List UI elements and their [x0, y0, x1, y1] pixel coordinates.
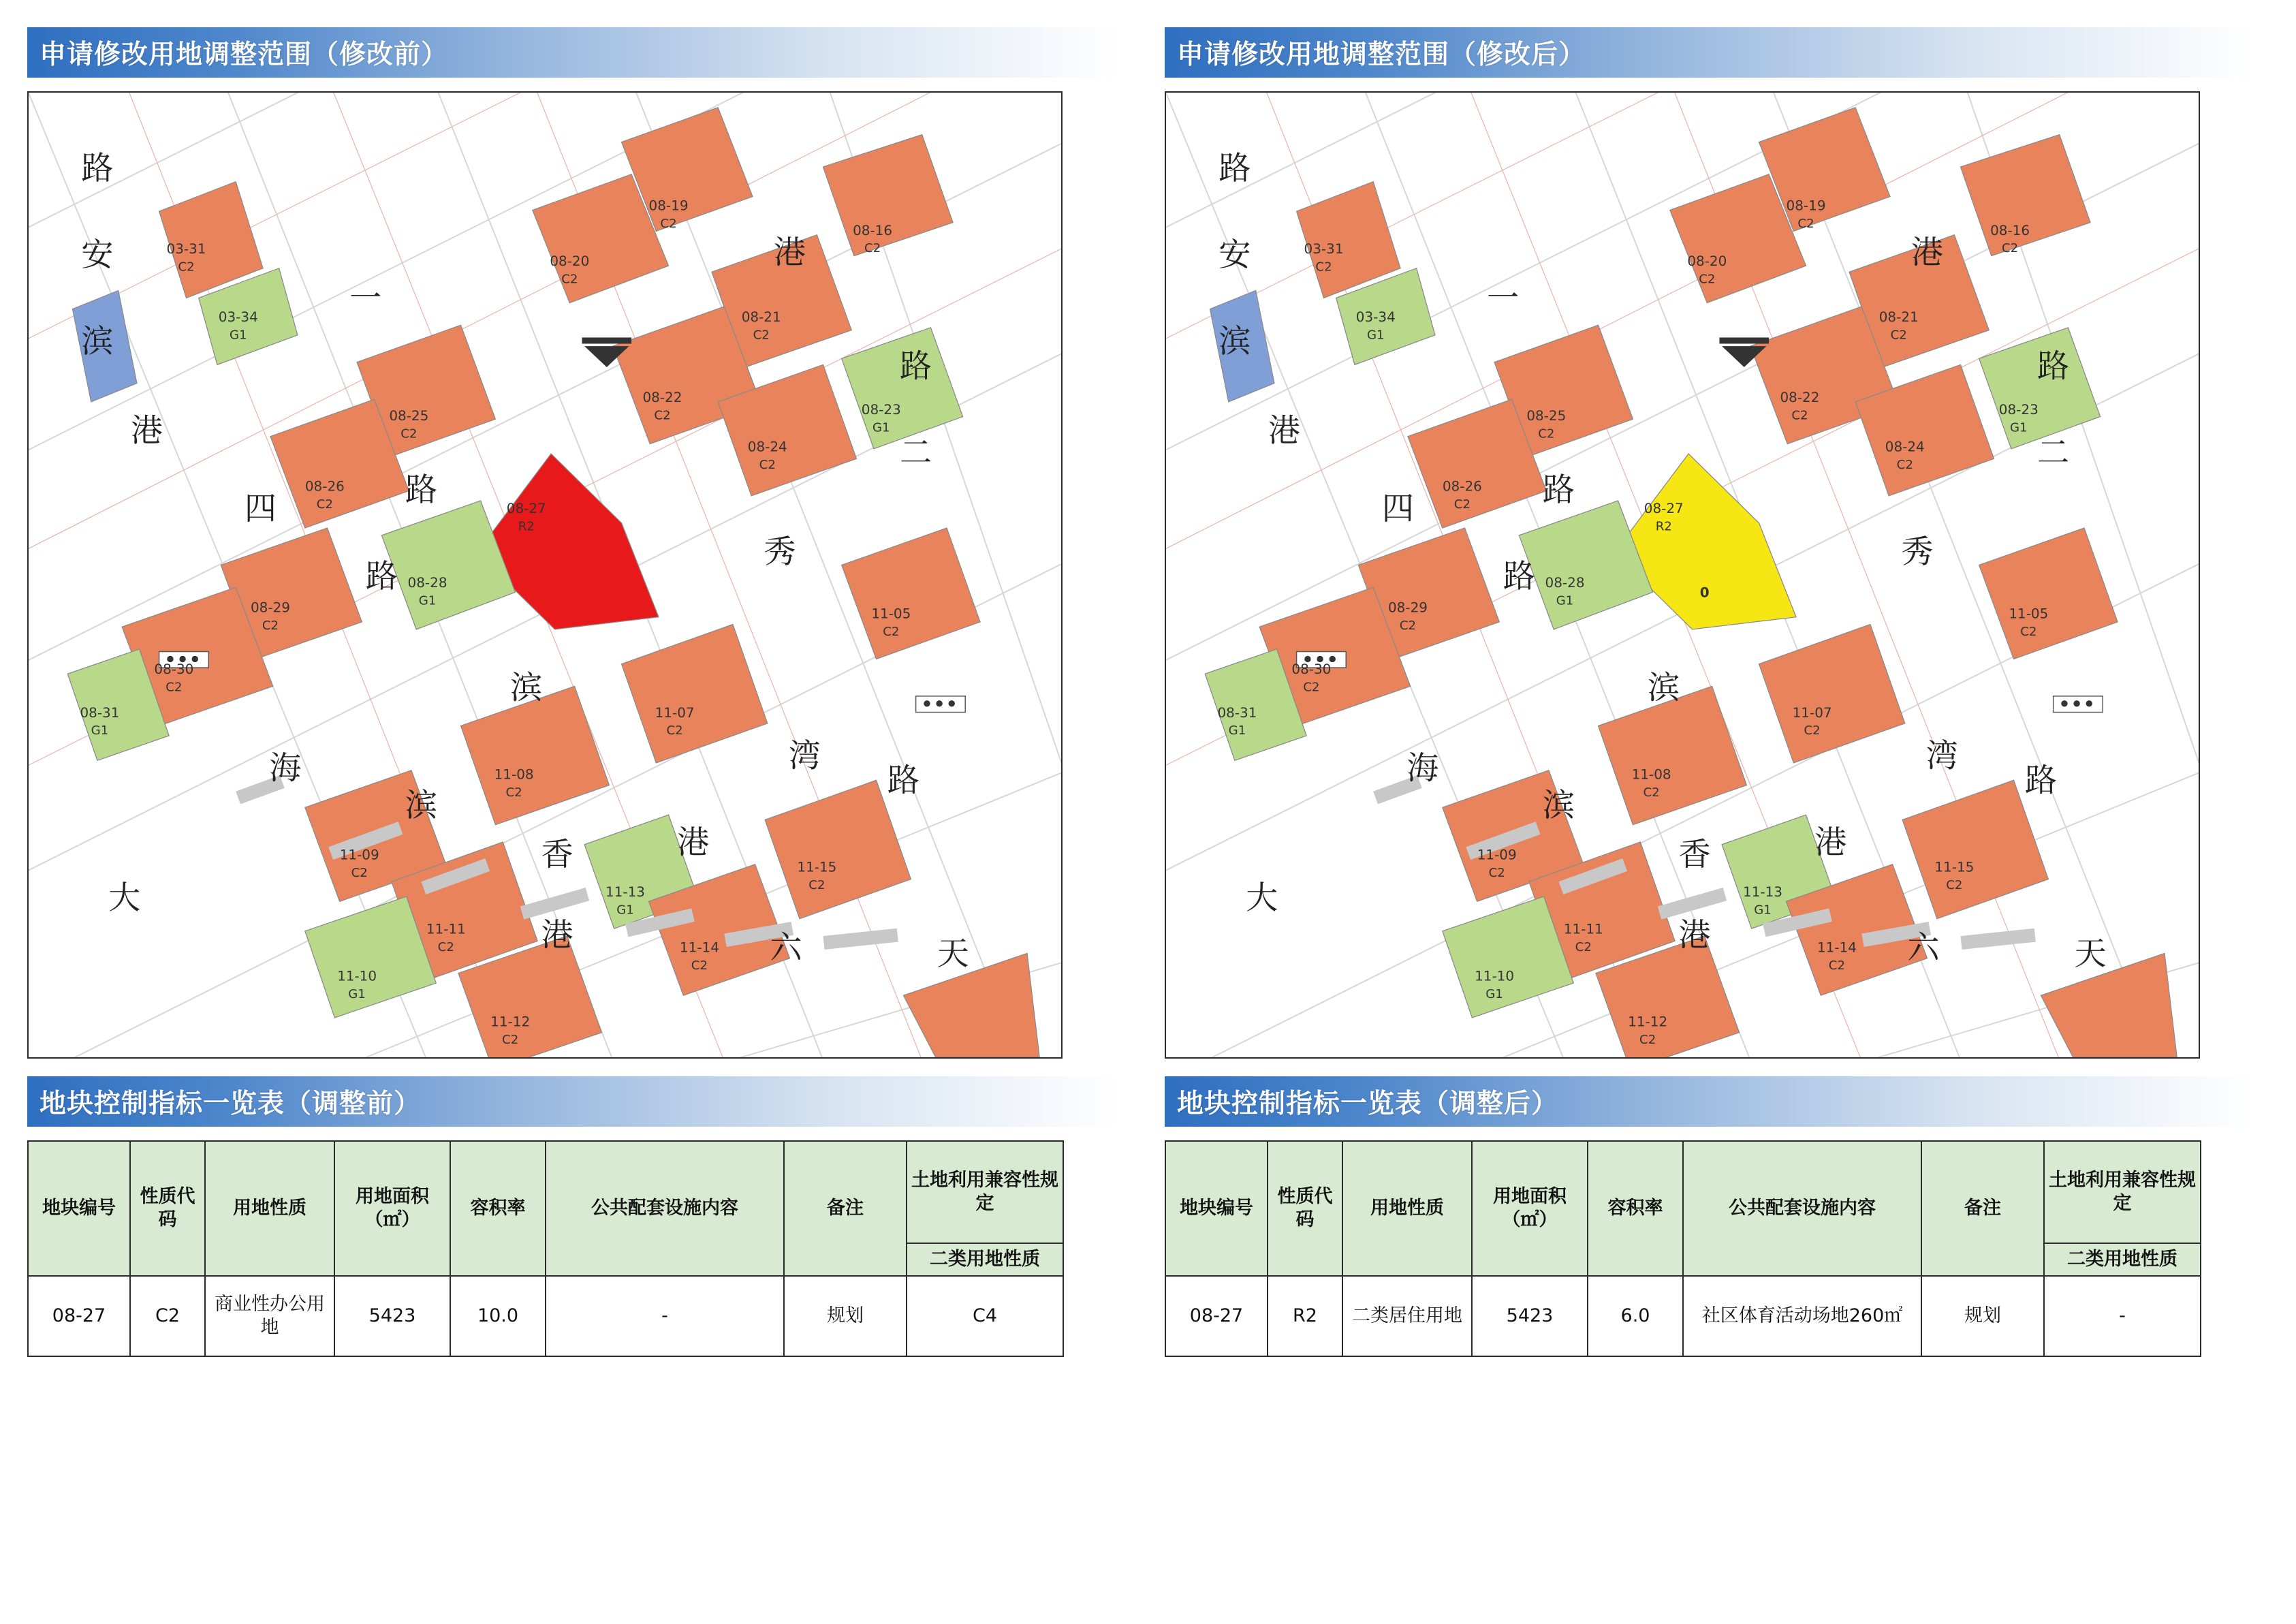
svg-text:11-10: 11-10 — [337, 967, 377, 984]
street-label: 港 — [1678, 916, 1711, 954]
th-compat-group: 土地利用兼容性规定 — [907, 1141, 1063, 1243]
street-label: 安 — [81, 236, 114, 275]
street-label: 路 — [887, 762, 920, 800]
svg-text:08-28: 08-28 — [407, 574, 447, 591]
after-map-title: 申请修改用地调整范围（修改后） — [1177, 40, 1586, 70]
svg-text:C2: C2 — [262, 618, 279, 633]
before-table-title-bar — [27, 1076, 1117, 1127]
svg-text:11-05: 11-05 — [2009, 605, 2049, 622]
svg-text:C2: C2 — [1797, 216, 1814, 231]
svg-text:08-25: 08-25 — [1526, 407, 1567, 424]
svg-text:C2: C2 — [691, 958, 708, 973]
svg-text:C2: C2 — [1639, 1033, 1656, 1048]
svg-text:G1: G1 — [1228, 723, 1246, 738]
cell-land-area: 5423 — [1472, 1276, 1588, 1356]
street-label: 湾 — [788, 737, 821, 775]
street-label: 六 — [1907, 928, 1940, 967]
street-label: 港 — [1910, 234, 1944, 272]
svg-text:C2: C2 — [166, 680, 183, 695]
svg-text:11-15: 11-15 — [1934, 858, 1975, 875]
before-table-title: 地块控制指标一览表（调整前） — [40, 1089, 422, 1119]
svg-text:11-11: 11-11 — [1563, 920, 1603, 937]
svg-text:03-31: 03-31 — [166, 240, 206, 257]
svg-text:C2: C2 — [437, 939, 454, 954]
svg-text:C2: C2 — [1399, 618, 1417, 633]
svg-text:G1: G1 — [91, 723, 109, 738]
svg-text:11-05: 11-05 — [871, 605, 911, 622]
svg-text:08-27: 08-27 — [506, 500, 546, 517]
svg-text:08-21: 08-21 — [741, 308, 781, 325]
svg-text:G1: G1 — [2009, 420, 2028, 435]
svg-text:G1: G1 — [872, 420, 890, 435]
svg-text:03-31: 03-31 — [1304, 240, 1344, 257]
svg-text:C2: C2 — [1453, 497, 1471, 512]
svg-text:C2: C2 — [1946, 878, 1963, 893]
svg-text:C2: C2 — [883, 624, 900, 639]
svg-text:G1: G1 — [1485, 986, 1503, 1001]
svg-text:G1: G1 — [348, 986, 366, 1001]
svg-text:08-26: 08-26 — [304, 478, 345, 495]
street-label: 大 — [1246, 879, 1278, 918]
street-label: 路 — [81, 150, 114, 188]
svg-text:08-16: 08-16 — [853, 221, 893, 238]
after-map-graphic — [1166, 93, 2199, 1057]
cell-land-use: 商业性办公用地 — [205, 1276, 334, 1356]
th-far: 容积率 — [1588, 1141, 1683, 1276]
cell-public-facility: 社区体育活动场地260㎡ — [1683, 1276, 1921, 1356]
after-control-table — [1165, 1140, 2201, 1357]
street-label: 港 — [130, 411, 163, 450]
svg-text:11-08: 11-08 — [1631, 766, 1671, 783]
svg-text:R2: R2 — [518, 519, 535, 534]
svg-text:08-16: 08-16 — [1990, 221, 2030, 238]
svg-text:C2: C2 — [1890, 328, 1907, 343]
svg-text:03-34: 03-34 — [218, 308, 258, 325]
th-nature-code: 性质代码 — [1268, 1141, 1342, 1276]
svg-text:C2: C2 — [1488, 865, 1505, 880]
svg-text:11-12: 11-12 — [1628, 1013, 1668, 1030]
th-parcel-no: 地块编号 — [1165, 1141, 1268, 1276]
svg-text:C2: C2 — [561, 272, 578, 287]
svg-text:08-22: 08-22 — [642, 388, 682, 405]
before-panel — [27, 27, 1117, 1604]
cell-parcel-no: 08-27 — [28, 1276, 130, 1356]
cell-far: 10.0 — [450, 1276, 546, 1356]
svg-text:11-07: 11-07 — [655, 704, 695, 721]
svg-text:08-29: 08-29 — [250, 599, 290, 616]
after-panel — [1165, 27, 2254, 1604]
svg-text:C2: C2 — [1896, 457, 1913, 472]
svg-text:C2: C2 — [502, 1033, 519, 1048]
street-label: 湾 — [1925, 737, 1958, 775]
svg-text:C2: C2 — [178, 260, 195, 275]
svg-text:08-25: 08-25 — [389, 407, 429, 424]
svg-text:08-31: 08-31 — [80, 704, 120, 721]
svg-text:11-09: 11-09 — [1477, 846, 1517, 863]
street-label: 天 — [2074, 935, 2107, 973]
street-label: 路 — [900, 347, 932, 386]
svg-text:08-19: 08-19 — [648, 197, 689, 214]
th-compat-sub: 二类用地性质 — [2044, 1243, 2201, 1276]
street-label: 六 — [770, 928, 802, 967]
svg-text:03-34: 03-34 — [1355, 308, 1396, 325]
street-label: 秀 — [1901, 533, 1934, 571]
svg-text:C2: C2 — [864, 241, 881, 256]
before-map-graphic — [29, 93, 1061, 1057]
cell-public-facility: - — [546, 1276, 784, 1356]
svg-text:C2: C2 — [505, 785, 522, 800]
svg-text:08-31: 08-31 — [1217, 704, 1257, 721]
before-control-table — [27, 1140, 1064, 1357]
cell-compat-sub: - — [2044, 1276, 2201, 1356]
street-label: 港 — [677, 824, 710, 862]
svg-text:11-10: 11-10 — [1475, 967, 1515, 984]
th-nature-code: 性质代码 — [130, 1141, 205, 1276]
svg-text:11-14: 11-14 — [1817, 939, 1857, 956]
cell-land-use: 二类居住用地 — [1342, 1276, 1472, 1356]
before-map-title: 申请修改用地调整范围（修改前） — [40, 40, 449, 70]
street-label: 港 — [1268, 411, 1301, 450]
svg-text:C2: C2 — [1315, 260, 1332, 275]
street-label: 二 — [2037, 434, 2070, 472]
svg-text:C2: C2 — [753, 328, 770, 343]
street-label: 滨 — [81, 323, 114, 361]
svg-text:11-12: 11-12 — [490, 1013, 531, 1030]
street-label: 路 — [365, 558, 398, 596]
svg-text:C2: C2 — [808, 878, 825, 893]
street-label: 四 — [1381, 490, 1415, 528]
table-header-row — [1165, 1141, 2201, 1243]
street-label: 香 — [541, 836, 573, 874]
th-public-facility: 公共配套设施内容 — [1683, 1141, 1921, 1276]
th-remark: 备注 — [1921, 1141, 2044, 1276]
cell-compat-sub: C4 — [907, 1276, 1063, 1356]
svg-text:08-24: 08-24 — [747, 438, 787, 455]
street-label: 滨 — [1648, 669, 1680, 707]
svg-text:C2: C2 — [759, 457, 776, 472]
svg-text:C2: C2 — [1828, 958, 1846, 973]
svg-text:08-24: 08-24 — [1885, 438, 1925, 455]
svg-text:G1: G1 — [616, 903, 634, 918]
svg-text:C2: C2 — [666, 723, 683, 738]
cell-parcel-no: 08-27 — [1165, 1276, 1268, 1356]
street-label: 秀 — [764, 533, 796, 571]
cell-nature-code: R2 — [1268, 1276, 1342, 1356]
street-label: 二 — [900, 434, 932, 472]
th-parcel-no: 地块编号 — [28, 1141, 130, 1276]
street-label: 滨 — [510, 669, 543, 707]
th-compat-group: 土地利用兼容性规定 — [2044, 1141, 2201, 1243]
svg-text:11-14: 11-14 — [679, 939, 719, 956]
svg-text:08-21: 08-21 — [1878, 308, 1919, 325]
svg-text:08-30: 08-30 — [1291, 661, 1332, 678]
svg-text:11-15: 11-15 — [797, 858, 837, 875]
street-label: 海 — [1406, 749, 1439, 787]
table-row — [28, 1276, 1063, 1356]
street-label: 路 — [405, 471, 438, 510]
svg-text:G1: G1 — [229, 328, 247, 343]
svg-text:G1: G1 — [418, 593, 437, 608]
svg-text:C2: C2 — [316, 497, 333, 512]
street-label: 安 — [1218, 236, 1251, 275]
street-label: 四 — [244, 490, 277, 528]
th-public-facility: 公共配套设施内容 — [546, 1141, 784, 1276]
svg-text:C2: C2 — [1643, 785, 1660, 800]
street-label: 香 — [1678, 836, 1711, 874]
before-map-title-bar — [27, 27, 1117, 78]
svg-text:08-23: 08-23 — [1998, 401, 2039, 418]
svg-text:11-08: 11-08 — [494, 766, 534, 783]
th-land-area: 用地面积（㎡） — [1472, 1141, 1588, 1276]
after-highlight-marker: 0 — [1699, 584, 1710, 601]
svg-text:08-27: 08-27 — [1644, 500, 1684, 517]
svg-text:C2: C2 — [1791, 408, 1808, 423]
svg-text:C2: C2 — [1575, 939, 1592, 954]
th-compat-sub: 二类用地性质 — [907, 1243, 1063, 1276]
street-label: 路 — [1503, 558, 1535, 596]
svg-text:11-11: 11-11 — [426, 920, 466, 937]
svg-text:G1: G1 — [1754, 903, 1772, 918]
street-label: 路 — [2024, 762, 2058, 800]
svg-text:11-07: 11-07 — [1792, 704, 1832, 721]
cell-land-area: 5423 — [334, 1276, 450, 1356]
street-label: 路 — [2037, 347, 2070, 386]
street-label: 滨 — [1542, 787, 1575, 824]
street-label: 一 — [349, 279, 382, 317]
cell-far: 6.0 — [1588, 1276, 1683, 1356]
street-label: 滨 — [1218, 323, 1251, 361]
th-land-use: 用地性质 — [205, 1141, 334, 1276]
th-land-area: 用地面积（㎡） — [334, 1141, 450, 1276]
svg-text:08-29: 08-29 — [1387, 599, 1428, 616]
svg-text:08-19: 08-19 — [1786, 197, 1826, 214]
street-label: 路 — [1218, 150, 1251, 188]
street-label: 港 — [1814, 824, 1847, 862]
svg-text:G1: G1 — [1366, 328, 1385, 343]
cell-remark: 规划 — [784, 1276, 907, 1356]
svg-text:C2: C2 — [2001, 241, 2019, 256]
street-label: 天 — [937, 935, 969, 973]
svg-text:C2: C2 — [1699, 272, 1716, 287]
street-label: 一 — [1487, 279, 1520, 317]
street-label: 海 — [269, 749, 302, 787]
svg-text:11-13: 11-13 — [1743, 884, 1782, 901]
svg-text:08-20: 08-20 — [1687, 253, 1727, 270]
svg-text:C2: C2 — [1303, 680, 1320, 695]
after-table-title: 地块控制指标一览表（调整后） — [1177, 1089, 1559, 1119]
svg-text:11-09: 11-09 — [339, 846, 379, 863]
after-map-title-bar — [1165, 27, 2254, 78]
cell-nature-code: C2 — [130, 1276, 205, 1356]
svg-text:08-23: 08-23 — [861, 401, 901, 418]
street-label: 港 — [773, 234, 806, 272]
svg-text:08-28: 08-28 — [1545, 574, 1585, 591]
svg-text:C2: C2 — [400, 426, 418, 441]
street-label: 港 — [541, 916, 573, 954]
svg-text:C2: C2 — [351, 865, 368, 880]
svg-text:08-30: 08-30 — [154, 661, 194, 678]
after-table-title-bar — [1165, 1076, 2254, 1127]
svg-text:C2: C2 — [654, 408, 671, 423]
svg-text:C2: C2 — [2020, 624, 2037, 639]
before-map[interactable] — [27, 91, 1063, 1059]
cell-remark: 规划 — [1921, 1276, 2044, 1356]
svg-text:C2: C2 — [1538, 426, 1555, 441]
svg-text:08-26: 08-26 — [1442, 478, 1482, 495]
svg-text:R2: R2 — [1655, 519, 1672, 534]
th-remark: 备注 — [784, 1141, 907, 1276]
th-far: 容积率 — [450, 1141, 546, 1276]
street-label: 滨 — [405, 787, 438, 824]
table-header-row — [28, 1141, 1063, 1243]
svg-text:08-22: 08-22 — [1780, 388, 1820, 405]
svg-text:C2: C2 — [1804, 723, 1821, 738]
street-label: 路 — [1542, 471, 1575, 510]
street-label: 大 — [108, 879, 141, 918]
svg-text:08-20: 08-20 — [550, 253, 590, 270]
th-land-use: 用地性质 — [1342, 1141, 1472, 1276]
svg-text:C2: C2 — [660, 216, 677, 231]
after-map[interactable] — [1165, 91, 2200, 1059]
svg-text:G1: G1 — [1556, 593, 1574, 608]
table-row — [1165, 1276, 2201, 1356]
svg-text:11-13: 11-13 — [606, 884, 645, 901]
